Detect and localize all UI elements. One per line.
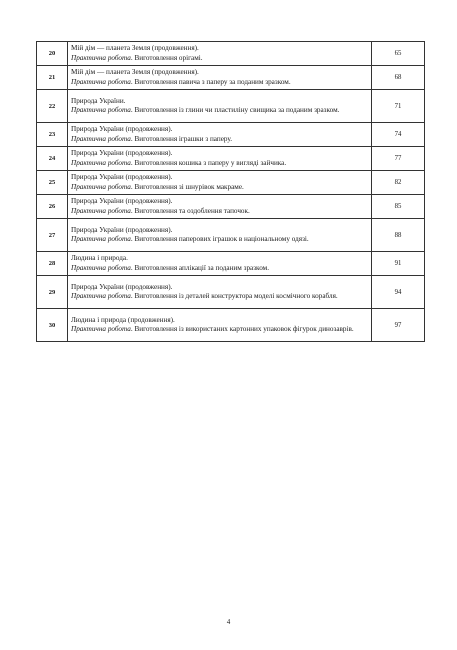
lesson-number: 26 (37, 195, 68, 219)
practical-work (71, 106, 368, 115)
practical-work (71, 264, 368, 273)
practical-work-label: Практична робота (71, 158, 131, 167)
table-row (37, 195, 425, 219)
table-row (37, 219, 425, 252)
contents-table-body (37, 42, 425, 342)
practical-work-label: Практична робота (71, 325, 131, 333)
practical-work-label: Практична робота (71, 106, 131, 114)
lesson-number: 29 (37, 276, 68, 309)
table-row (37, 276, 425, 309)
practical-work-label: Практична робота (71, 77, 131, 86)
practical-work (71, 183, 368, 192)
practical-work (71, 292, 368, 301)
page-reference: 85 (372, 195, 425, 219)
table-row (37, 171, 425, 195)
lesson-number: 25 (37, 171, 68, 195)
page-reference: 68 (372, 66, 425, 90)
lesson-topic: Людина і природа. (71, 254, 128, 263)
lesson-description (68, 123, 372, 147)
lesson-description (68, 66, 372, 90)
practical-work-task: . Виготовлення іграшки з паперу. (130, 134, 233, 143)
lesson-description (68, 219, 372, 252)
page-reference: 74 (372, 123, 425, 147)
lesson-description (68, 171, 372, 195)
lesson-number: 27 (37, 219, 68, 252)
practical-work-task: . Виготовлення із використаних картонних упаковок фігурок динозаврів. (130, 325, 354, 333)
lesson-number: 23 (37, 123, 68, 147)
lesson-topic: Природа України (продовження). (71, 197, 173, 206)
lesson-number: 24 (37, 147, 68, 171)
lesson-description (68, 252, 372, 276)
practical-work (71, 235, 368, 244)
table-row (37, 66, 425, 90)
practical-work (71, 135, 368, 144)
practical-work (71, 325, 368, 334)
lesson-topic: Природа України (продовження). (71, 282, 173, 291)
page-reference: 91 (372, 252, 425, 276)
lesson-description (68, 276, 372, 309)
practical-work-task: . Виготовлення із деталей конструктора моделі космічного корабля. (130, 292, 338, 300)
page-reference: 82 (372, 171, 425, 195)
lesson-description (68, 195, 372, 219)
practical-work-task: . Виготовлення кошика з паперу у вигляді зайчика. (130, 158, 287, 167)
practical-work (71, 54, 368, 63)
practical-work-task: . Виготовлення павича з паперу за поданим зразком. (130, 77, 291, 86)
lesson-topic: Природа України (продовження). (71, 125, 173, 134)
table-row (37, 252, 425, 276)
lesson-description (68, 147, 372, 171)
contents-table (36, 41, 425, 342)
table-row (37, 309, 425, 342)
practical-work (71, 207, 368, 216)
practical-work-task: . Виготовлення зі шнурівок макраме. (130, 182, 244, 191)
practical-work-label: Практична робота (71, 235, 131, 243)
page-reference: 94 (372, 276, 425, 309)
practical-work-label: Практична робота (71, 206, 131, 215)
lesson-number: 22 (37, 90, 68, 123)
practical-work-label: Практична робота (71, 53, 131, 62)
lesson-topic: Людина і природа (продовження). (71, 315, 175, 324)
lesson-topic: Мій дім — планета Земля (продовження). (71, 44, 199, 53)
practical-work-task: . Виготовлення аплікації за поданим зразком. (130, 263, 269, 272)
lesson-topic: Природа України (продовження). (71, 149, 173, 158)
lesson-topic: Природа України. (71, 96, 126, 105)
practical-work-task: . Виготовлення та оздоблення тапочок. (130, 206, 250, 215)
practical-work-label: Практична робота (71, 292, 131, 300)
practical-work-label: Практична робота (71, 134, 131, 143)
lesson-description (68, 42, 372, 66)
page-reference: 77 (372, 147, 425, 171)
page-reference: 71 (372, 90, 425, 123)
lesson-description (68, 90, 372, 123)
lesson-topic: Природа України (продовження). (71, 173, 173, 182)
page-reference: 97 (372, 309, 425, 342)
practical-work (71, 78, 368, 87)
lesson-number: 20 (37, 42, 68, 66)
lesson-topic: Природа України (продовження). (71, 225, 173, 234)
practical-work-label: Практична робота (71, 263, 131, 272)
table-row (37, 42, 425, 66)
page-reference: 88 (372, 219, 425, 252)
lesson-number: 28 (37, 252, 68, 276)
page-reference: 65 (372, 42, 425, 66)
practical-work-task: . Виготовлення паперових іграшок в національному одязі. (130, 235, 309, 243)
practical-work (71, 159, 368, 168)
practical-work-task: . Виготовлення орігамі. (130, 53, 203, 62)
table-row (37, 147, 425, 171)
lesson-number: 21 (37, 66, 68, 90)
practical-work-label: Практична робота (71, 182, 131, 191)
table-row (37, 123, 425, 147)
practical-work-task: . Виготовлення із глини чи пластиліну свищика за поданим зразком. (130, 106, 340, 114)
lesson-description (68, 309, 372, 342)
table-row (37, 90, 425, 123)
page-number: 4 (226, 618, 231, 626)
lesson-number: 30 (37, 309, 68, 342)
lesson-topic: Мій дім — планета Земля (продовження). (71, 68, 199, 77)
